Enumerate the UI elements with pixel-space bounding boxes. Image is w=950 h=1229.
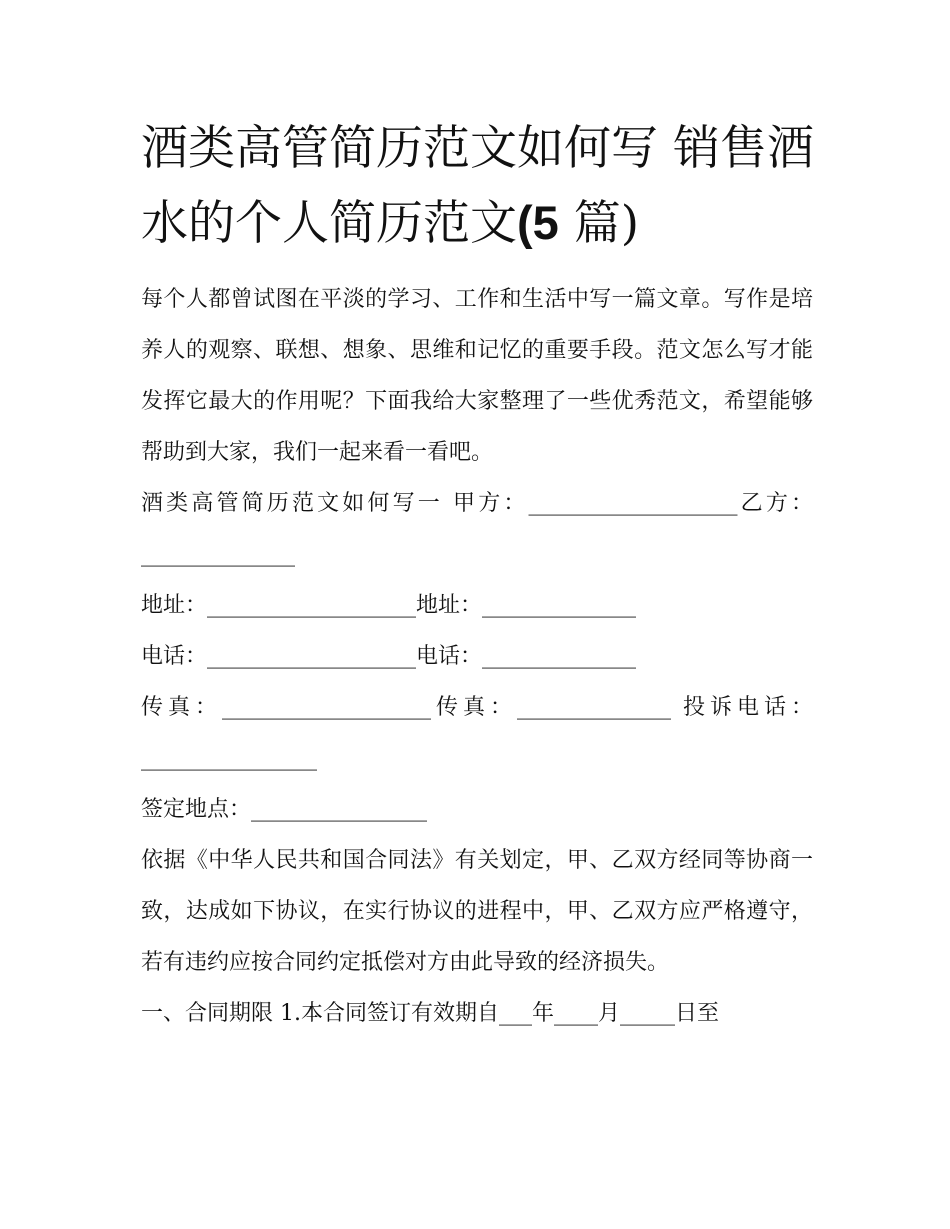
document-title <box>141 112 821 261</box>
fax-line: 传真：___________________传真：______________ 投诉电话：________________ <box>141 695 813 771</box>
document-body <box>141 274 813 1039</box>
party-line: 酒类高管简历范文如何写一 甲方：___________________乙方：______________ <box>141 491 813 567</box>
title-text: 酒类高管简历范文如何写 销售酒水的个人简历范文 <box>141 121 814 251</box>
phone-line: 电话：___________________电话：______________ <box>141 644 637 669</box>
contract-term-line: 一、合同期限 1.本合同签订有效期自___年____月_____日至 <box>141 1001 719 1026</box>
title-suffix: 篇) <box>558 196 640 251</box>
title-count: (5 <box>517 196 559 249</box>
agreement-paragraph: 依据《中华人民共和国合同法》有关划定，甲、乙双方经同等协商一致，达成如下协议，在实行协议的进程中，甲、乙双方应严格遵守，若有违约应按合同约定抵偿对方由此导致的经济损失。 <box>141 848 813 975</box>
intro-paragraph: 每个人都曾试图在平淡的学习、工作和生活中写一篇文章。写作是培养人的观察、联想、想象、思维和记忆的重要手段。范文怎么写才能发挥它最大的作用呢？下面我给大家整理了一些优秀范文，希望能够帮助到大家，我们一起来看一看吧。 <box>141 287 813 465</box>
signing-place-line: 签定地点：________________ <box>141 797 428 822</box>
address-line: 地址：___________________地址：______________ <box>141 593 637 618</box>
